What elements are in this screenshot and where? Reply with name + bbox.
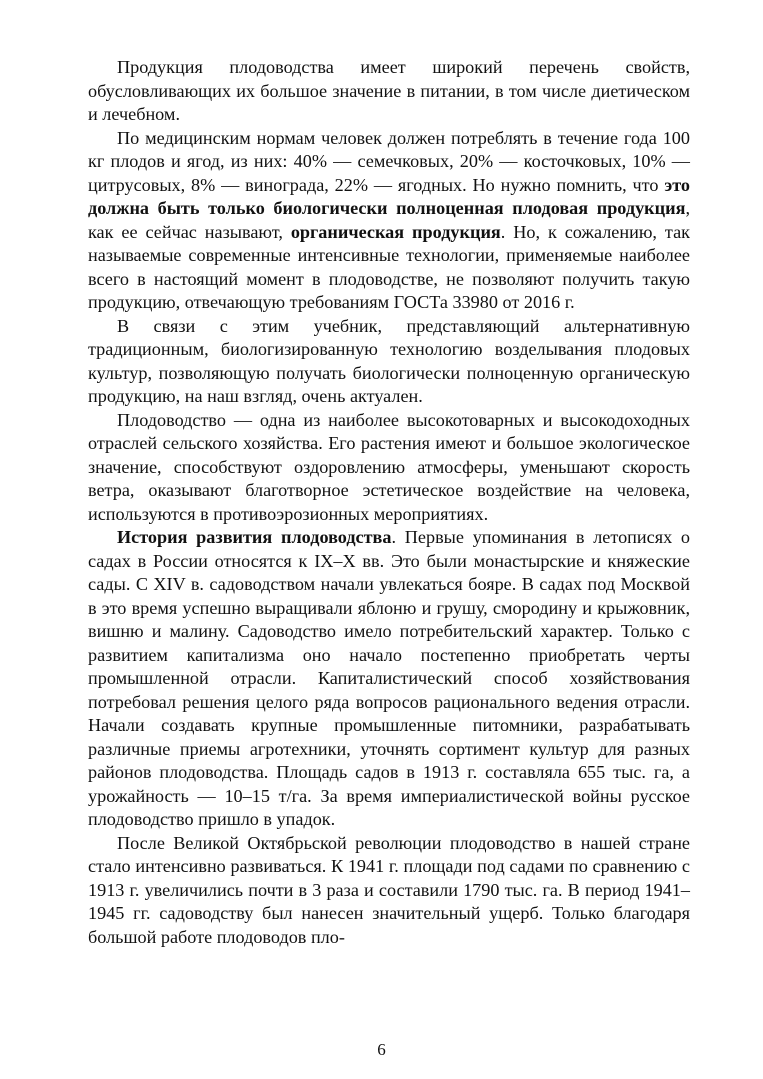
- paragraph-4-segment-1: Плодоводство — одна из наиболее высокотоварных и высокодоходных отраслей сельского хозяйства. Его растения имеют и большое экологическое значение, способствуют оздоровлению атмосферы, уменьшают скорость ветра, оказывают благотворное эстетическое воздействие на человека, используются в противоэрозионных мероприятиях.: [88, 409, 690, 524]
- paragraph-4: [88, 409, 690, 527]
- paragraph-2-segment-3: , как ее сейчас называют,: [88, 198, 690, 242]
- paragraph-6: [88, 832, 690, 950]
- paragraph-1-segment-1: Продукция плодоводства имеет широкий перечень свойств, обусловливающих их большое значение в питании, в том числе диетическом и лечебном.: [88, 57, 690, 124]
- paragraph-2-segment-1: По медицинским нормам человек должен потреблять в течение года 100 кг плодов и ягод, из них: 40% — семечковых, 20% — косточковых, 10% — цитрусовых, 8% — винограда, 22% — ягодных. Но нужно помнить, что: [88, 127, 690, 195]
- section-heading-history: История развития плодоводства: [117, 527, 392, 547]
- paragraph-3-segment-1: В связи с этим учебник, представляющий альтернативную традиционным, биологизированную технологию возделывания плодовых культур, позволяющую получать биологически полноценную органическую продукцию, на наш взгляд, очень актуален.: [88, 315, 690, 406]
- paragraph-1: [88, 56, 690, 127]
- paragraph-2-bold-segment-1: это должна быть только биологически полноценная плодовая продукция: [88, 174, 690, 218]
- paragraph-6-segment-1: После Великой Октябрьской революции плодоводство в нашей стране стало интенсивно развиваться. К 1941 г. площади под садами по сравнению с 1913 г. увеличились почти в 3 раза и составили 1790 тыс. га. В период 1941–1945 гг. садоводству был нанесен значительный ущерб. Только благодаря большой работе плодоводов пло-: [88, 832, 690, 947]
- paragraph-2-bold-segment-2: органическая продукция: [290, 221, 501, 242]
- paragraph-5: [88, 526, 690, 832]
- paragraph-3: [88, 315, 690, 409]
- paragraph-5-segment-2: . Первые упоминания в летописях о садах в России относятся к IX–X вв. Это были монастырские и княжеские сады. С XIV в. садоводством начали увлекаться бояре. В садах под Москвой в это время успешно выращивали яблоню и грушу, смородину и крыжовник, вишню и малину. Садоводство имело потребительский характер. Только с развитием капитализма оно начало постепенно приобретать черты промышленной отрасли. Капиталистический способ хозяйствования потребовал решения целого ряда вопросов рационального ведения отрасли. Начали создавать крупные промышленные питомники, разрабатывать различные приемы агротехники, уточнять сортимент культур для разных районов плодоводства. Площадь садов в 1913 г. составляла 655 тыс. га, а урожайность — 10–15 т/га. За время империалистической войны русское плодоводство пришло в упадок.: [88, 527, 691, 829]
- page-body: [88, 56, 690, 949]
- paragraph-2-segment-5: . Но, к сожалению, так называемые современные интенсивные технологии, применяемые наиболее всего в настоящий момент в плодоводстве, не позволяют получить такую продукцию, отвечающую требованиям ГОСТа 33980 от 2016 г.: [88, 221, 690, 312]
- page-number: 6: [377, 1040, 386, 1059]
- paragraph-2: [88, 127, 690, 315]
